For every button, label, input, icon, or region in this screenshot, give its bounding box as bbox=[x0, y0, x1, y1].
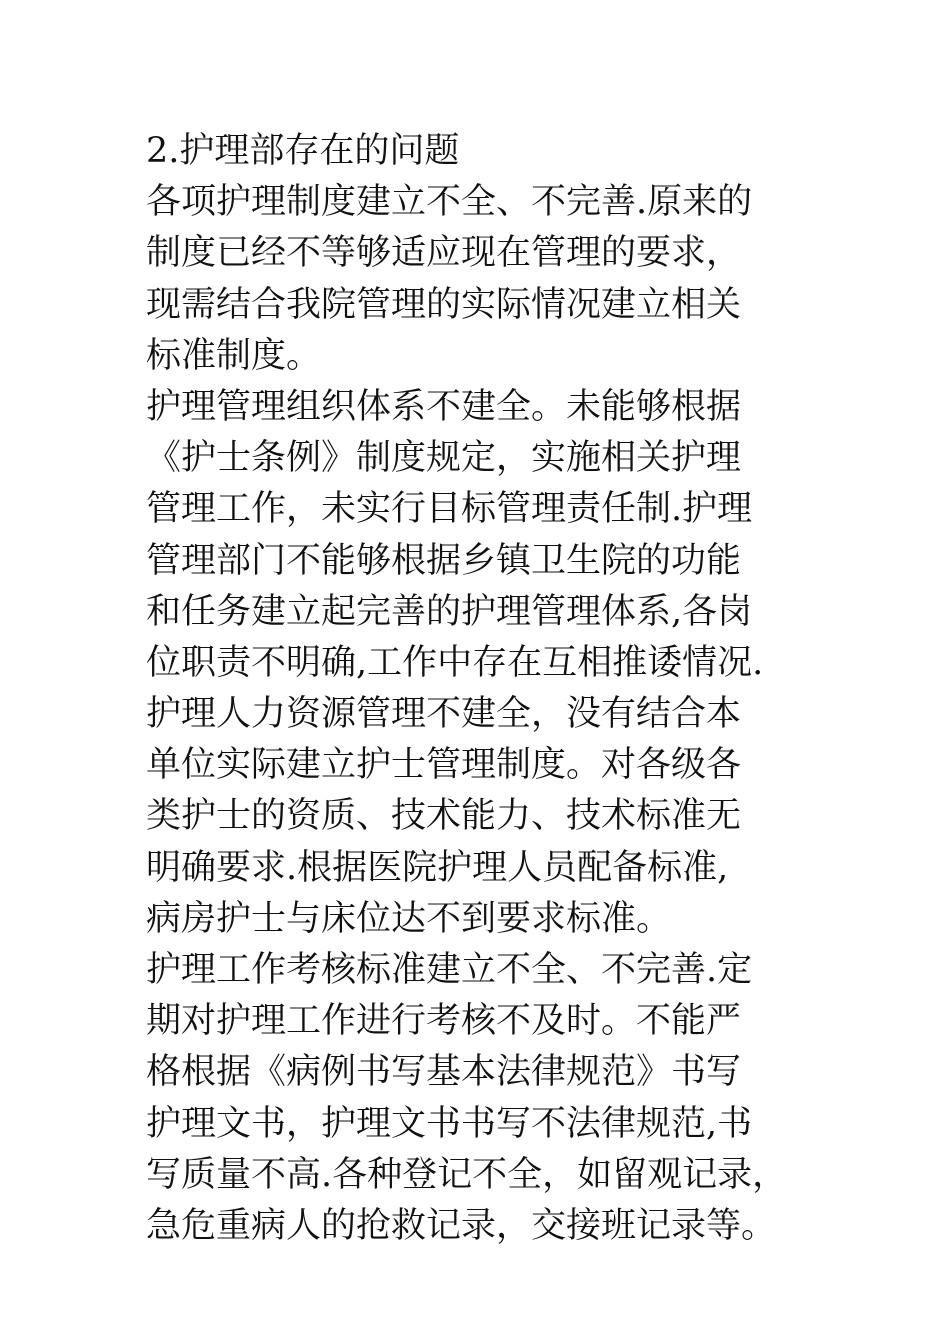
text-line: 护理文书，护理文书书写不法律规范,书 bbox=[146, 1103, 753, 1144]
text-line: 管理工作，未实行目标管理责任制.护理 bbox=[146, 489, 753, 530]
text-line: 现需结合我院管理的实际情况建立相关 bbox=[146, 284, 742, 325]
document-body bbox=[146, 126, 836, 1252]
text-line: 位职责不明确,工作中存在互相推诿情况. bbox=[146, 642, 764, 683]
text-line: 格根据《病例书写基本法律规范》书写 bbox=[146, 1052, 742, 1093]
text-line: 护理人力资源管理不建全，没有结合本 bbox=[146, 694, 742, 735]
text-line: 标准制度。 bbox=[146, 335, 322, 376]
text-line: 护理工作考核标准建立不全、不完善.定 bbox=[146, 950, 753, 990]
section-heading: 2.护理部存在的问题 bbox=[146, 131, 460, 171]
text-line: 明确要求.根据医院护理人员配备标准, bbox=[146, 847, 729, 888]
text-line: 病房护士与床位达不到要求标准。 bbox=[146, 898, 672, 939]
text-line: 管理部门不能够根据乡镇卫生院的功能 bbox=[146, 540, 742, 581]
text-line: 单位实际建立护士管理制度。对各级各 bbox=[146, 745, 742, 786]
text-line: 各项护理制度建立不全、不完善.原来的 bbox=[146, 182, 753, 223]
text-line: 制度已经不等够适应现在管理的要求， bbox=[146, 233, 742, 274]
text-line: 写质量不高.各种登记不全，如留观记录， bbox=[146, 1154, 788, 1195]
text-line: 期对护理工作进行考核不及时。不能严 bbox=[146, 1001, 742, 1042]
text-line: 《护士条例》制度规定，实施相关护理 bbox=[146, 438, 742, 479]
text-line: 急危重病人的抢救记录，交接班记录等。 bbox=[146, 1205, 777, 1246]
text-line: 和任务建立起完善的护理管理体系,各岗 bbox=[146, 591, 753, 632]
text-line: 护理管理组织体系不建全。未能够根据 bbox=[146, 386, 742, 427]
text-line: 类护士的资质、技术能力、技术标准无 bbox=[146, 796, 742, 837]
